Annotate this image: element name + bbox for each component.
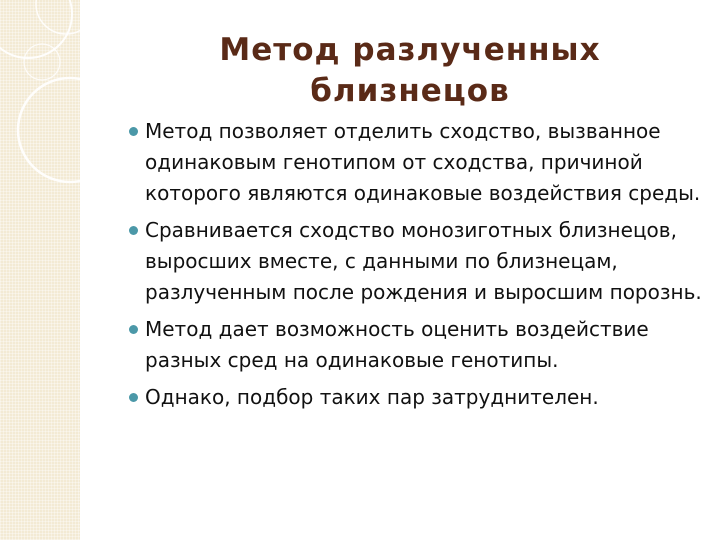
bullet-list [128, 116, 703, 419]
bullet-dot-icon [129, 393, 138, 402]
decorative-circles [0, 0, 80, 540]
bullet-text: Однако, подбор таких пар затруднителен. [145, 385, 599, 409]
decorative-side-band [0, 0, 80, 540]
bullet-item [128, 382, 703, 413]
slide-title: Метод разлученных близнецов [219, 32, 601, 109]
bullet-item [128, 116, 703, 209]
bullet-text: Метод дает возможность оценить воздействие разных сред на одинаковые генотипы. [145, 317, 649, 372]
bullet-dot-icon [129, 325, 138, 334]
bullet-dot-icon [129, 226, 138, 235]
bullet-item [128, 314, 703, 376]
bullet-item [128, 215, 703, 308]
bullet-text: Метод позволяет отделить сходство, вызванное одинаковым генотипом от сходства, причиной которого являются одинаковые воздействия среды. [145, 119, 701, 205]
bullet-text: Сравнивается сходство монозиготных близнецов, выросших вместе, с данными по близнецам, разлученным после рождения и выросшим порознь. [145, 218, 702, 304]
bullet-dot-icon [129, 127, 138, 136]
